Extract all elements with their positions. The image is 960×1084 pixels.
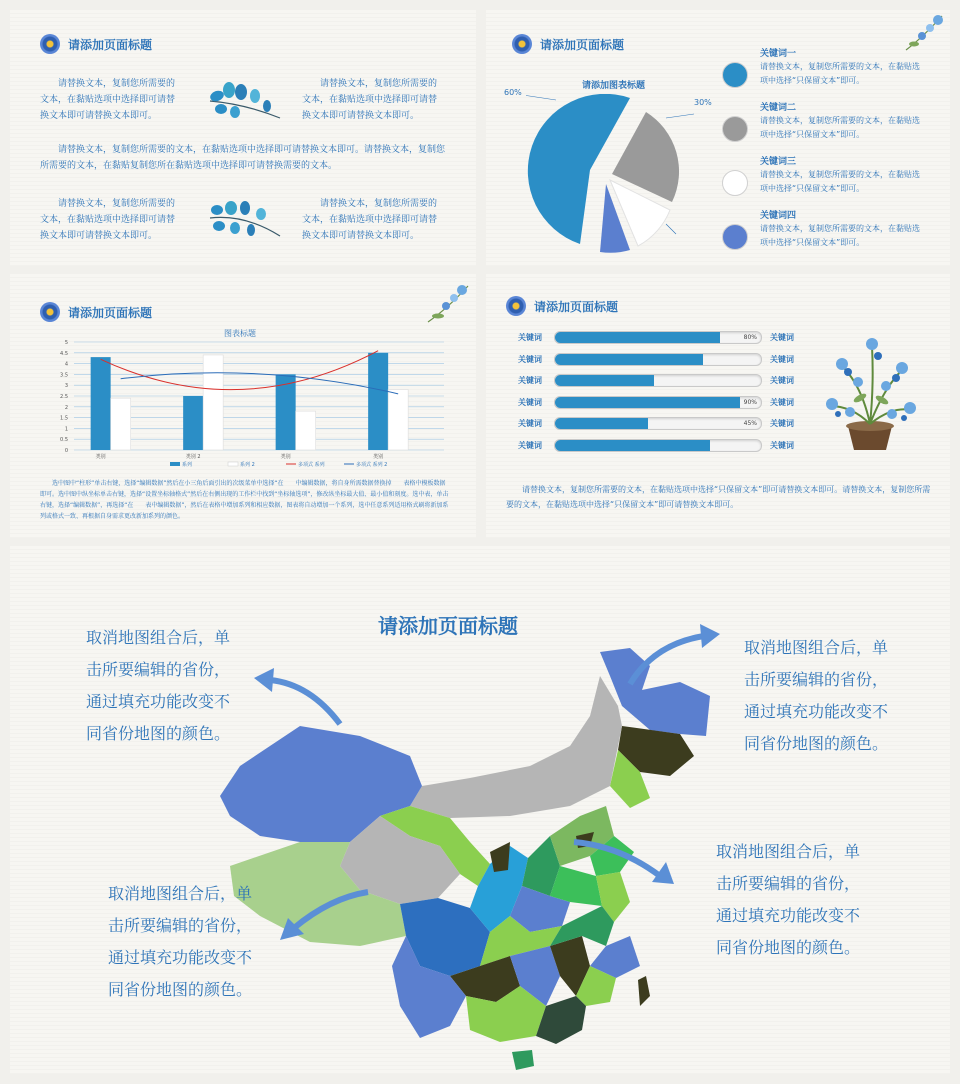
keyword-bullet	[722, 224, 748, 250]
chart-title: 图表标题	[224, 329, 256, 338]
flower-sprig-icon	[902, 10, 950, 52]
arrow-icon	[274, 884, 374, 944]
slide-1-para-bottom-right: 请替换文本，复制您所需要的文本，在黏贴选项中选择即可请替换文本即可请替换文本即可。	[302, 199, 438, 241]
keyword-desc: 请替换文本，复制您所需要的文本，在黏贴选 项中选择“只保留文本”即可。	[760, 170, 920, 193]
map-province[interactable]	[410, 676, 622, 818]
bar-label-left: 关键词	[518, 419, 542, 428]
legend-swatch	[228, 462, 238, 466]
slide-1-para-bottom-left: 请替换文本，复制您所需要的文本，在黏贴选项中选择即可请替换文本即可请替换文本即可。	[40, 199, 176, 241]
chart-bar[interactable]	[111, 398, 131, 450]
blue-flower-icon	[506, 296, 526, 316]
slide-3-title: 请添加页面标题	[68, 305, 153, 320]
slide-4-title: 请添加页面标题	[534, 299, 619, 314]
slide-1-title-row	[40, 34, 152, 54]
slide-4-para: 请替换文本，复制您所需要的文本，在黏贴选项中选择“只保留文本”即可请替换文本即可。请替换文本，复制您所需要的文本，在黏贴选项中选择“只保留文本”即可请替换文本即可。	[506, 485, 931, 509]
legend-swatch	[170, 462, 180, 466]
y-tick-label: 0.5	[60, 437, 68, 444]
y-tick-label: 4.5	[60, 350, 68, 357]
progress-bar-fill	[555, 354, 703, 365]
y-tick-label: 3	[64, 383, 68, 390]
x-tick-label: 类别 2	[185, 454, 201, 460]
keyword-title: 关键词二	[760, 103, 797, 113]
y-tick-label: 1.5	[60, 415, 68, 422]
chart-bar[interactable]	[183, 396, 203, 450]
progress-bar-percent: 80%	[743, 334, 757, 341]
bar-label-right: 关键词	[770, 376, 794, 385]
arrow-icon	[624, 624, 724, 688]
bar-label-right: 关键词	[770, 354, 794, 364]
slide-3-title-row	[40, 302, 152, 322]
y-tick-label: 0	[64, 448, 68, 454]
progress-bar	[554, 331, 762, 344]
bar-chart	[50, 326, 456, 476]
legend-label: 多项式 系列	[298, 462, 325, 468]
keyword-title: 关键词四	[760, 211, 797, 221]
map-province[interactable]	[638, 976, 650, 1006]
x-tick-label: 类别	[95, 454, 106, 460]
legend-label: 系列 2	[240, 462, 255, 468]
slide-3-para: 选中图中“柱形”单击右键，选择“编辑数据”然后在小三角后面引出的次级菜单中选择“在 中编辑数据，将自身所需数据替换掉 表格中模板数据即可。选中图中纵坐标单击右键，选择“设置坐标轴格式”然后在右侧出现的工作栏中找到“坐标轴选项”，修改纵坐标最大值、最小值和刻度。选中表，单击右键，选择“编辑数据”，再选择“在 表中编辑数据”，然后在表格中增加系列和相应数据，图表将自动增加一个系列，选中任意系列适用格式刷将新加系列或格式一致、再根据自身需求更改新加系列的颜色。	[40, 480, 449, 520]
legend-label: 多项式 系列 2	[356, 462, 388, 468]
legend-label: 系列	[182, 462, 193, 468]
bar-label-right: 关键词	[770, 397, 794, 407]
map-text-bottom-left: 取消地图组合后，单 击所要编辑的省份， 通过填充功能改变不 同省份地图的颜色。	[108, 884, 253, 999]
bar-label-right: 关键词	[770, 333, 794, 342]
pie-label-30: 30%	[694, 98, 712, 107]
slide-2-title-row	[512, 34, 624, 54]
bar-label-left: 关键词	[518, 333, 542, 342]
progress-bar	[554, 353, 762, 366]
slide-4-progress-bars	[486, 274, 950, 538]
blue-flower-icon	[40, 34, 60, 54]
bar-label-right: 关键词	[770, 419, 794, 428]
slide-5-title: 请添加页面标题	[378, 614, 518, 638]
chart-bar[interactable]	[203, 355, 223, 450]
chart-bar[interactable]	[388, 390, 408, 450]
keyword-bullet	[722, 170, 748, 196]
flower-pot-icon	[822, 326, 918, 452]
keyword-desc: 请替换文本，复制您所需要的文本，在黏贴选 项中选择“只保留文本”即可。	[760, 62, 920, 85]
y-tick-label: 5	[64, 340, 68, 346]
slide-1-para-top-right: 请替换文本，复制您所需要的文本，在黏贴选项中选择即可请替换文本即可请替换文本即可。	[302, 79, 438, 121]
progress-bar-percent: 90%	[743, 398, 757, 406]
blue-flower-icon	[512, 34, 532, 54]
arrow-icon	[570, 836, 680, 892]
slide-1-title: 请添加页面标题	[68, 37, 153, 52]
keyword-bullet	[722, 116, 748, 142]
slide-2-pie-keywords	[486, 10, 950, 266]
slide-3-bar-chart	[10, 274, 476, 538]
progress-bar-fill	[555, 440, 710, 451]
leaf-branch-icon	[205, 76, 285, 126]
slide-1-para-middle: 请替换文本，复制您所需要的文本，在黏贴选项中选择即可请替换文本即可。请替换文本，复制您所需要的文本，在黏贴复制您所在黏贴选项中选择即可请替换需要的文本。	[40, 145, 446, 171]
bar-label-left: 关键词	[518, 440, 542, 450]
slide-5-map	[10, 546, 950, 1074]
pie-chart-title: 请添加图表标题	[582, 81, 646, 91]
trend-line	[101, 351, 379, 390]
map-text-right: 取消地图组合后，单 击所要编辑的省份， 通过填充功能改变不 同省份地图的颜色。	[716, 842, 861, 957]
leaf-branch-icon	[205, 196, 285, 246]
chart-bar[interactable]	[296, 411, 316, 450]
slide-1-text-leaves	[10, 10, 476, 266]
progress-bar	[554, 374, 762, 387]
progress-bar-percent: 45%	[743, 420, 757, 427]
progress-bar-fill	[555, 332, 720, 343]
map-province[interactable]	[512, 1050, 534, 1070]
progress-bar	[554, 439, 762, 452]
y-tick-label: 4	[64, 361, 68, 368]
slide-1-para-top-left: 请替换文本，复制您所需要的文本，在黏贴选项中选择即可请替换文本即可请替换文本即可。	[40, 79, 176, 121]
arrow-icon	[250, 664, 350, 728]
progress-bar	[554, 396, 762, 409]
slide-2-title: 请添加页面标题	[540, 37, 625, 52]
blue-flower-icon	[40, 302, 60, 322]
bar-label-left: 关键词	[518, 397, 542, 407]
pie-label-60: 60%	[504, 88, 522, 97]
keyword-desc: 请替换文本，复制您所需要的文本，在黏贴选 项中选择“只保留文本”即可。	[760, 224, 920, 247]
chart-bar[interactable]	[91, 357, 111, 450]
y-tick-label: 2.5	[60, 394, 68, 400]
keyword-desc: 请替换文本，复制您所需要的文本，在黏贴选 项中选择“只保留文本”即可。	[760, 116, 920, 139]
flower-sprig-icon	[424, 278, 476, 326]
bar-label-right: 关键词	[770, 440, 794, 450]
pie-chart	[526, 94, 696, 254]
keyword-title: 关键词一	[760, 49, 797, 59]
trend-line	[121, 373, 399, 394]
x-tick-label: 类别	[280, 454, 291, 460]
bar-label-left: 关键词	[518, 354, 542, 364]
progress-bar-fill	[555, 418, 648, 429]
y-tick-label: 2	[64, 404, 68, 411]
y-tick-label: 1	[64, 426, 68, 433]
progress-bar	[554, 417, 762, 430]
map-text-top-right: 取消地图组合后，单 击所要编辑的省份， 通过填充功能改变不 同省份地图的颜色。	[744, 638, 889, 753]
chart-bar[interactable]	[368, 353, 388, 450]
progress-bar-fill	[555, 375, 654, 386]
map-text-top-left: 取消地图组合后，单 击所要编辑的省份， 通过填充功能改变不 同省份地图的颜色。	[86, 628, 231, 743]
keyword-bullet	[722, 62, 748, 88]
progress-bar-fill	[555, 397, 740, 408]
slide-4-title-row	[506, 296, 618, 316]
x-tick-label: 类别	[373, 454, 384, 460]
keyword-title: 关键词三	[760, 157, 797, 167]
y-tick-label: 3.5	[60, 372, 68, 379]
bar-label-left: 关键词	[518, 376, 542, 385]
